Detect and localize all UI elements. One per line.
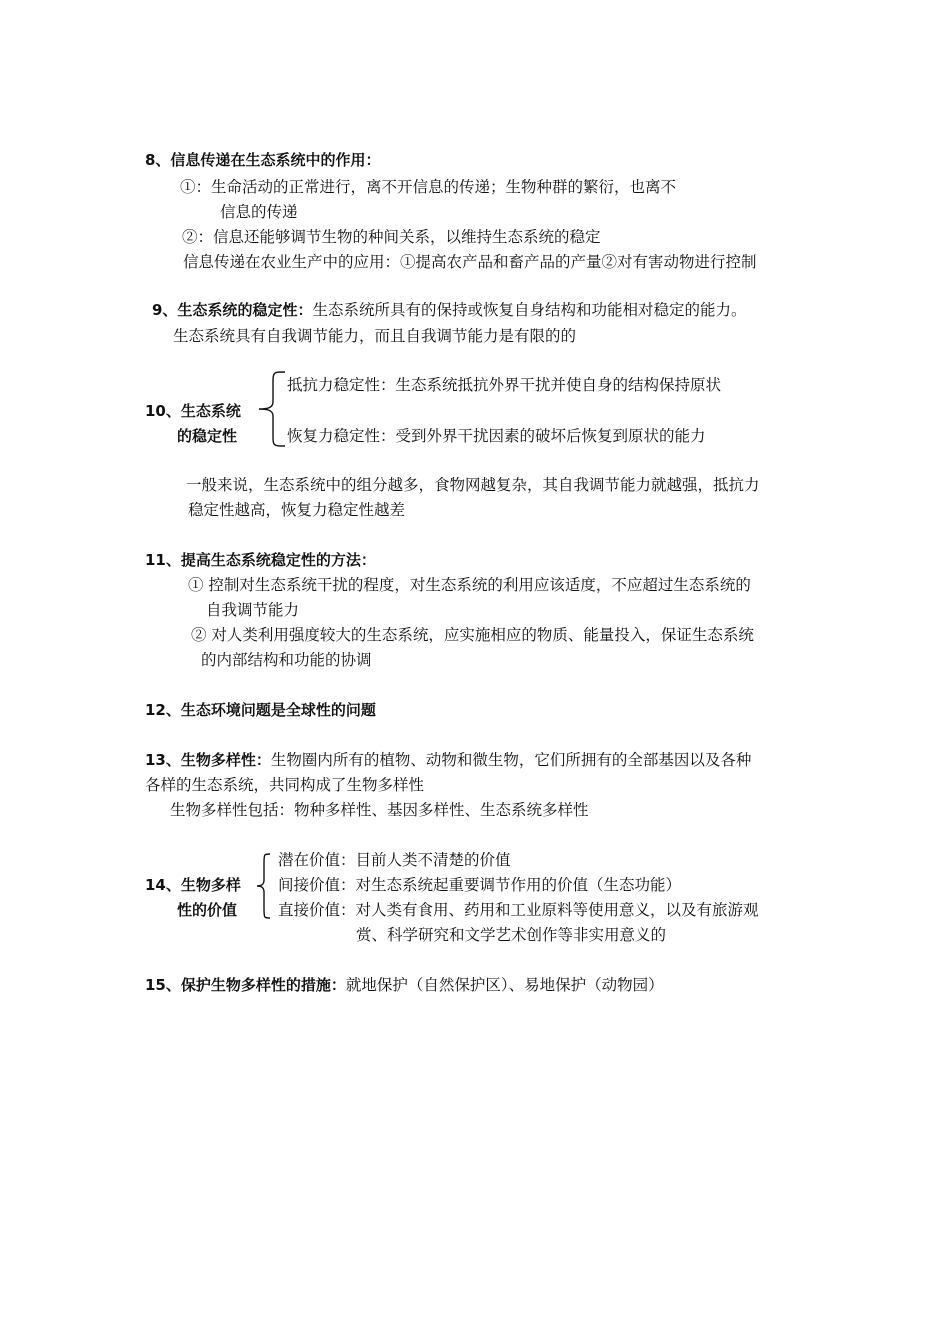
section-11-method-1-cont: 自我调节能力 [206, 601, 300, 619]
section-8-point-1-cont: 信息的传递 [220, 203, 298, 221]
section-8-application: 信息传递在农业生产中的应用：①提高农产品和畜产品的产量②对有害动物进行控制 [183, 253, 757, 271]
section-10-label-cont: 的稳定性 [177, 427, 238, 445]
section-14-indirect-value: 间接价值：对生态系统起重要调节作用的价值（生态功能） [278, 876, 682, 894]
section-8-point-2: ②：信息还能够调节生物的种间关系，以维持生态系统的稳定 [182, 228, 601, 246]
section-14-potential-value: 潜在价值：目前人类不清楚的价值 [278, 851, 511, 869]
section-9-heading: 9、生态系统的稳定性： [152, 301, 313, 319]
section-11-method-2: ② 对人类利用强度较大的生态系统，应实施相应的物质、能量投入，保证生态系统 [191, 626, 754, 644]
section-15-line [145, 975, 664, 995]
section-11-method-2-cont: 的内部结构和功能的协调 [201, 651, 372, 669]
section-11-method-1: ① 控制对生态系统干扰的程度，对生态系统的利用应该适度，不应超过生态系统的 [188, 576, 751, 594]
section-15-heading: 15、保护生物多样性的措施： [145, 976, 346, 994]
section-13-heading: 13、生物多样性： [145, 751, 271, 769]
section-13-line [145, 750, 751, 770]
section-11-heading: 11、提高生态系统稳定性的方法： [145, 551, 376, 569]
section-9-line [152, 300, 746, 320]
section-15-text: 就地保护（自然保护区）、易地保护（动物园） [345, 976, 664, 994]
section-14-label: 14、生物多样 [145, 876, 241, 894]
section-8-point-1: ①：生命活动的正常进行，离不开信息的传递；生物种群的繁衍，也离不 [180, 178, 677, 196]
section-12-heading: 12、生态环境问题是全球性的问题 [145, 701, 376, 719]
section-10-note: 一般来说，生态系统中的组分越多，食物网越复杂，其自我调节能力就越强，抵抗力 [186, 476, 760, 494]
section-10-label: 10、生态系统 [145, 402, 241, 420]
section-13-text-cont: 各样的生态系统，共同构成了生物多样性 [145, 776, 425, 794]
section-14-direct-value: 直接价值：对人类有食用、药用和工业原料等使用意义，以及有旅游观 [278, 901, 759, 919]
section-14-label-cont: 性的价值 [177, 901, 238, 919]
section-8-heading: 8、信息传递在生态系统中的作用： [145, 151, 381, 169]
section-9-text: 生态系统所具有的保持或恢复自身结构和功能相对稳定的能力。 [312, 301, 747, 319]
section-10-item-resilience: 恢复力稳定性：受到外界干扰因素的破坏后恢复到原状的能力 [287, 427, 706, 445]
section-10-brace [255, 368, 289, 450]
section-9-note: 生态系统具有自我调节能力，而且自我调节能力是有限的的 [173, 327, 577, 345]
section-14-direct-value-cont: 赏、科学研究和文学艺术创作等非实用意义的 [356, 926, 667, 944]
section-13-types: 生物多样性包括：物种多样性、基因多样性、生态系统多样性 [170, 801, 589, 819]
section-10-item-resistance: 抵抗力稳定性：生态系统抵抗外界干扰并使自身的结构保持原状 [287, 376, 722, 394]
section-10-note-cont: 稳定性越高，恢复力稳定性越差 [188, 501, 406, 519]
section-13-text: 生物圈内所有的植物、动物和微生物，它们所拥有的全部基因以及各种 [270, 751, 752, 769]
section-14-brace [254, 850, 274, 922]
